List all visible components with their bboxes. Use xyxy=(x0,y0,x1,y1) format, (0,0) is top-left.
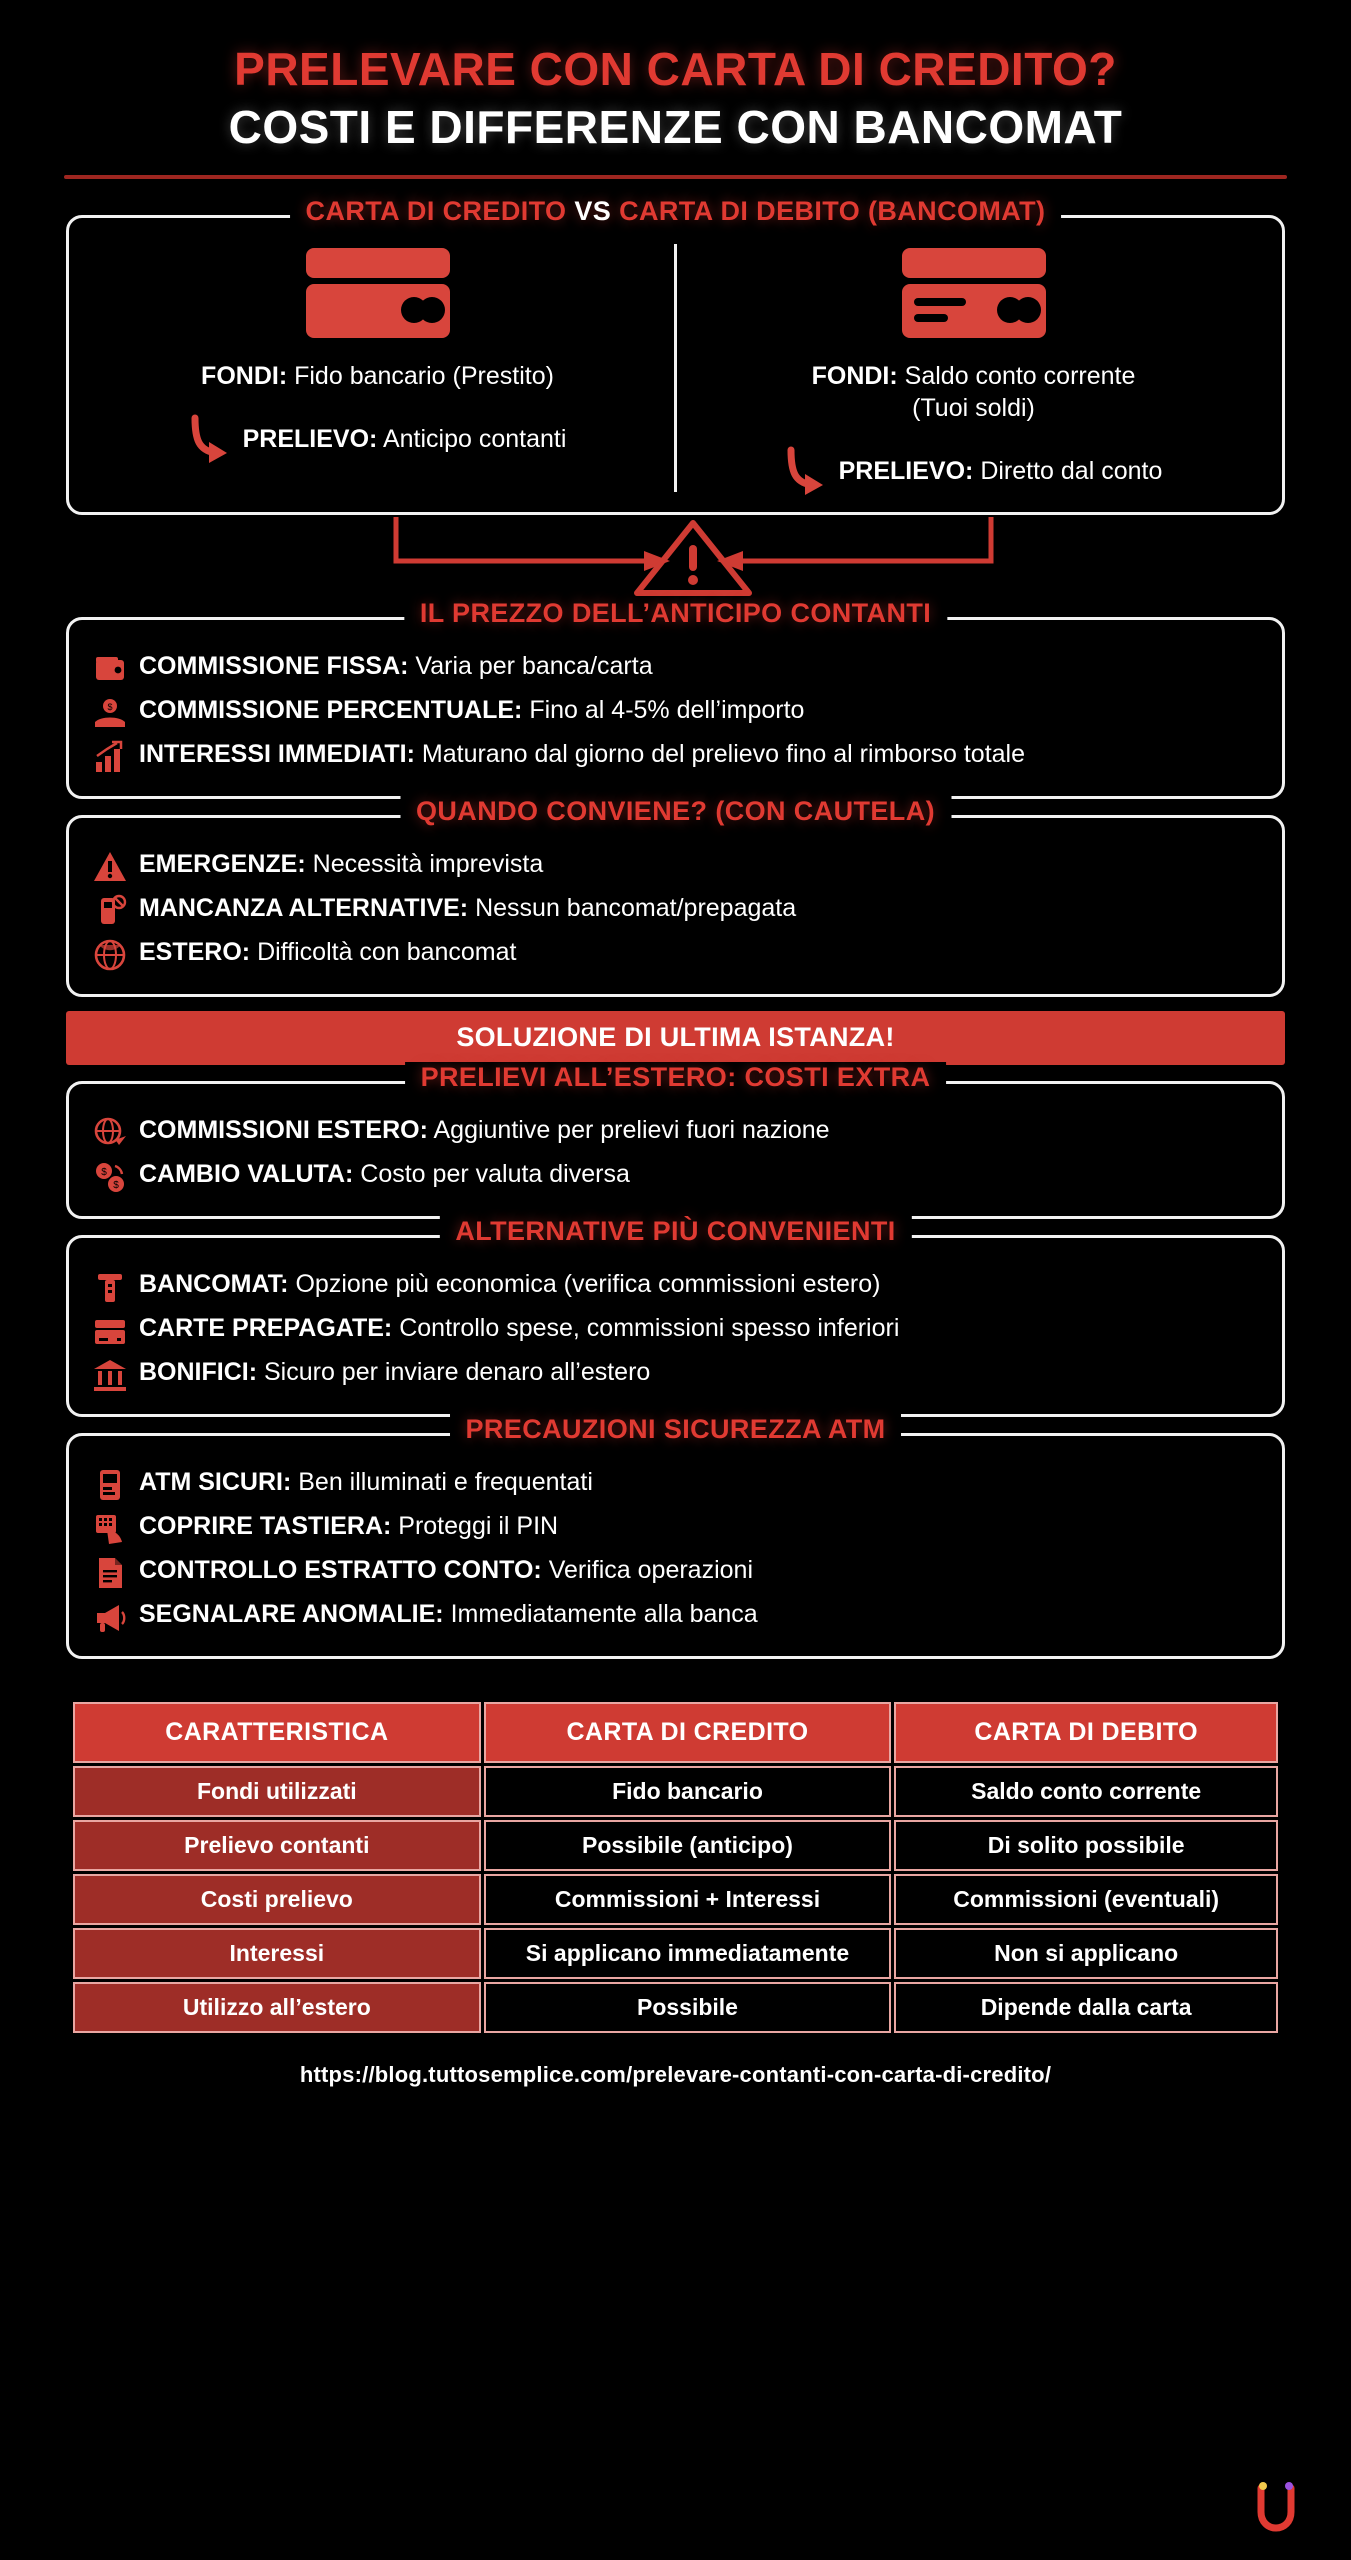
list-item xyxy=(93,848,1260,884)
list-item xyxy=(93,738,1260,774)
comparison-prelievo-row-credito xyxy=(95,414,660,464)
list-item-label: COMMISSIONE FISSA: xyxy=(139,652,409,681)
list-item-label: COMMISSIONI ESTERO: xyxy=(139,1116,428,1145)
no-atm-icon xyxy=(93,894,127,928)
list-item-label: BANCOMAT: xyxy=(139,1270,289,1299)
list-item-description: Difficoltà con bancomat xyxy=(257,938,517,967)
list-item xyxy=(93,1268,1260,1304)
list-item-label: COMMISSIONE PERCENTUALE: xyxy=(139,696,523,725)
list-item-description: Proteggi il PIN xyxy=(398,1512,559,1541)
sections-root xyxy=(48,598,1303,1659)
list-item-description: Nessun bancomat/prepagata xyxy=(475,894,797,923)
section-box xyxy=(66,1433,1285,1659)
comparison-fondi-label-debito: FONDI: xyxy=(811,362,898,391)
table-cell: Commissioni (eventuali) xyxy=(894,1874,1278,1925)
list-item xyxy=(93,892,1260,928)
svg-text:$: $ xyxy=(107,702,113,713)
section-legend: PRECAUZIONI SICUREZZA ATM xyxy=(450,1414,902,1445)
table-header-cell: CARTA DI CREDITO xyxy=(484,1702,892,1763)
list-item-description: Controllo spese, commissioni spesso inferiori xyxy=(399,1314,900,1343)
hand-money-icon xyxy=(93,696,127,730)
section-box xyxy=(66,815,1285,997)
list-item-description: Maturano dal giorno del prelievo fino al rimborso totale xyxy=(421,740,1026,769)
comparison-prelievo-debito xyxy=(839,457,1163,486)
comparison-box xyxy=(66,215,1285,515)
list-item xyxy=(93,1554,1260,1590)
list-item-text xyxy=(139,1356,1260,1389)
list-item xyxy=(93,1510,1260,1546)
comparison-prelievo-row-debito xyxy=(691,446,1256,496)
section-legend: QUANDO CONVIENE? (CON CAUTELA) xyxy=(400,796,951,827)
list-item-label: MANCANZA ALTERNATIVE: xyxy=(139,894,469,923)
list-item-label: ATM SICURI: xyxy=(139,1468,292,1497)
bank-icon xyxy=(93,1358,127,1392)
table-cell: Dipende dalla carta xyxy=(894,1982,1278,2033)
list-item xyxy=(93,1158,1260,1194)
alert-triangle-icon xyxy=(93,850,127,884)
section-legend: ALTERNATIVE PIÙ CONVENIENTI xyxy=(439,1216,911,1247)
page-title-line2: COSTI E DIFFERENZE CON BANCOMAT xyxy=(228,100,1123,153)
atm-machine-icon xyxy=(93,1468,127,1502)
comparison-prelievo-value-credito: Anticipo contanti xyxy=(382,424,567,453)
list-item-description: Aggiuntive per prelievi fuori nazione xyxy=(433,1116,830,1145)
table-cell: Possibile (anticipo) xyxy=(484,1820,892,1871)
list-item-label: BONIFICI: xyxy=(139,1358,258,1387)
comparison-fondi-value-debito-line1: Saldo conto corrente xyxy=(904,362,1136,391)
section-panel xyxy=(66,1216,1285,1417)
svg-text:$: $ xyxy=(101,1167,107,1179)
list-item xyxy=(93,1114,1260,1150)
table-row xyxy=(73,1874,1278,1925)
list-item-text xyxy=(139,936,1260,969)
comparison-panel xyxy=(66,196,1285,515)
source-url[interactable]: https://blog.tuttosemplice.com/prelevare-contanti-con-carta-di-credito/ xyxy=(299,2062,1052,2088)
header xyxy=(48,0,1303,153)
prepaid-card-icon xyxy=(93,1314,127,1348)
list-item-description: Varia per banca/carta xyxy=(415,652,653,681)
list-item-text xyxy=(139,1598,1260,1631)
section-panel xyxy=(66,796,1285,997)
table-row-label: Fondi utilizzati xyxy=(73,1766,481,1817)
table-row-label: Utilizzo all’estero xyxy=(73,1982,481,2033)
section-panel xyxy=(66,1414,1285,1659)
list-item-text xyxy=(139,848,1260,881)
comparison-table xyxy=(70,1699,1281,2036)
list-item-description: Necessità imprevista xyxy=(312,850,544,879)
list-item-description: Ben illuminati e frequentati xyxy=(298,1468,593,1497)
table-cell: Non si applicano xyxy=(894,1928,1278,1979)
list-item-label: ESTERO: xyxy=(139,938,251,967)
list-item-text xyxy=(139,892,1260,925)
list-item xyxy=(93,936,1260,972)
list-item-text xyxy=(139,1510,1260,1543)
list-item-description: Verifica operazioni xyxy=(548,1556,754,1585)
comparison-divider xyxy=(674,244,677,492)
comparison-fondi-debito xyxy=(691,360,1256,424)
comparison-fondi-value-debito-line2: (Tuoi soldi) xyxy=(912,394,1035,423)
table-row xyxy=(73,1982,1278,2033)
currency-swap-icon xyxy=(93,1160,127,1194)
megaphone-icon xyxy=(93,1600,127,1634)
list-item-label: EMERGENZE: xyxy=(139,850,306,879)
list-item xyxy=(93,650,1260,686)
list-item-label: SEGNALARE ANOMALIE: xyxy=(139,1600,444,1629)
table-header-cell: CARTA DI DEBITO xyxy=(894,1702,1278,1763)
table-cell: Si applicano immediatamente xyxy=(484,1928,892,1979)
list-item-text xyxy=(139,1114,1260,1147)
brand-logo-icon xyxy=(1253,2482,1299,2534)
highlight-banner: SOLUZIONE DI ULTIMA ISTANZA! xyxy=(66,1011,1285,1065)
table-row xyxy=(73,1766,1278,1817)
wallet-icon xyxy=(93,652,127,686)
comparison-prelievo-label-debito: PRELIEVO: xyxy=(838,456,974,485)
list-item xyxy=(93,1466,1260,1502)
list-item-description: Costo per valuta diversa xyxy=(360,1160,630,1189)
comparison-fondi-label-credito: FONDI: xyxy=(201,362,288,391)
table-row xyxy=(73,1820,1278,1871)
table-row-label: Interessi xyxy=(73,1928,481,1979)
table-row-label: Costi prelievo xyxy=(73,1874,481,1925)
comparison-fondi-value-credito: Fido bancario (Prestito) xyxy=(294,362,554,391)
comparison-legend xyxy=(290,196,1062,227)
table-row-label: Prelievo contanti xyxy=(73,1820,481,1871)
list-item-label: INTERESSI IMMEDIATI: xyxy=(139,740,415,769)
connector-lines xyxy=(66,515,1321,601)
atm-slot-icon xyxy=(93,1270,127,1304)
curved-arrow-icon xyxy=(785,446,829,496)
table-cell: Commissioni + Interessi xyxy=(484,1874,892,1925)
table-header-cell: CARATTERISTICA xyxy=(73,1702,481,1763)
list-item-text xyxy=(139,738,1260,771)
list-item-description: Opzione più economica (verifica commissioni estero) xyxy=(295,1270,881,1299)
curved-arrow-icon xyxy=(189,414,233,464)
list-item xyxy=(93,1312,1260,1348)
list-item-label: CONTROLLO ESTRATTO CONTO: xyxy=(139,1556,542,1585)
comparison-prelievo-value-debito: Diretto dal conto xyxy=(980,456,1163,485)
list-item xyxy=(93,1356,1260,1392)
table-cell: Saldo conto corrente xyxy=(894,1766,1278,1817)
list-item-text xyxy=(139,1158,1260,1191)
page-title-line1: PRELEVARE CON CARTA DI CREDITO? xyxy=(234,43,1117,95)
list-item-description: Immediatamente alla banca xyxy=(450,1600,758,1629)
comparison-legend-vs: VS xyxy=(574,196,612,227)
comparison-fondi-credito xyxy=(95,360,660,392)
list-item-text xyxy=(139,1466,1260,1499)
section-legend: IL PREZZO DELL’ANTICIPO CONTANTI xyxy=(404,598,947,629)
list-item-text xyxy=(139,1312,1260,1345)
growth-chart-icon xyxy=(93,740,127,774)
list-item-label: COPRIRE TASTIERA: xyxy=(139,1512,392,1541)
list-item-description: Fino al 4-5% dell’importo xyxy=(529,696,805,725)
table-cell: Possibile xyxy=(484,1982,892,2033)
section-box xyxy=(66,1081,1285,1219)
list-item-text xyxy=(139,694,1260,727)
section-box xyxy=(66,1235,1285,1417)
list-item-label: CARTE PREPAGATE: xyxy=(139,1314,393,1343)
svg-text:$: $ xyxy=(113,1180,119,1192)
list-item-text xyxy=(139,650,1260,683)
document-icon xyxy=(93,1556,127,1590)
comparison-prelievo-label-credito: PRELIEVO: xyxy=(242,424,378,453)
table-row xyxy=(73,1928,1278,1979)
section-panel xyxy=(66,1062,1285,1219)
comparison-legend-right: CARTA DI DEBITO (BANCOMAT) xyxy=(619,196,1046,227)
table-cell: Di solito possibile xyxy=(894,1820,1278,1871)
comparison-prelievo-credito xyxy=(243,425,567,454)
list-item-description: Sicuro per inviare denaro all’estero xyxy=(264,1358,651,1387)
debit-card-icon xyxy=(900,246,1048,342)
table-header-row xyxy=(73,1702,1278,1763)
header-divider xyxy=(64,175,1287,179)
section-box xyxy=(66,617,1285,799)
comparison-column-debito xyxy=(683,240,1264,496)
table-cell: Fido bancario xyxy=(484,1766,892,1817)
list-item-text xyxy=(139,1268,1260,1301)
list-item-label: CAMBIO VALUTA: xyxy=(139,1160,354,1189)
list-item-text xyxy=(139,1554,1260,1587)
globe-warning-icon xyxy=(93,938,127,972)
list-item xyxy=(93,1598,1260,1634)
credit-card-icon xyxy=(304,246,452,342)
section-legend: PRELIEVI ALL’ESTERO: COSTI EXTRA xyxy=(405,1062,947,1093)
comparison-legend-left: CARTA DI CREDITO xyxy=(305,196,567,227)
warning-connector xyxy=(66,515,1285,601)
keypad-hand-icon xyxy=(93,1512,127,1546)
list-item xyxy=(93,694,1260,730)
globe-plane-icon xyxy=(93,1116,127,1150)
comparison-column-credito xyxy=(87,240,668,496)
table-body xyxy=(73,1766,1278,2033)
section-panel xyxy=(66,598,1285,799)
